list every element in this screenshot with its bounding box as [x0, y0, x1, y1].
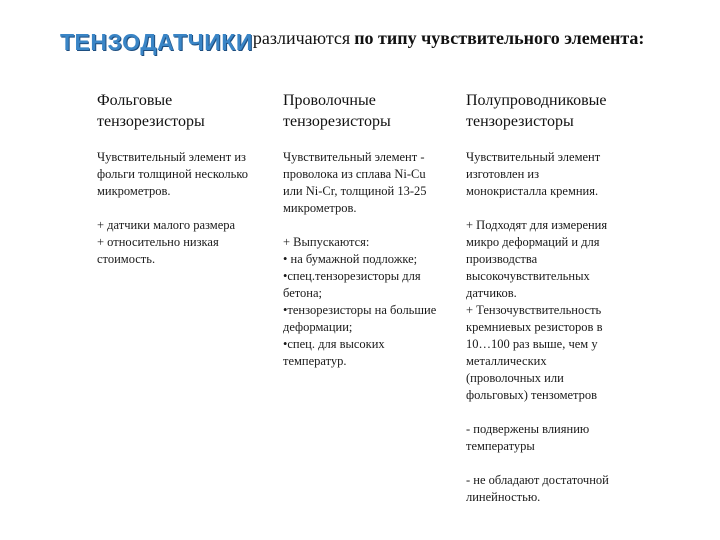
heading-line: Фольговые [97, 92, 173, 109]
text-line: микрометров. [283, 201, 357, 215]
advantages-cell [283, 234, 458, 370]
text-line: датчиков. [466, 286, 517, 300]
text-line: •тензорезисторы на большие [283, 303, 437, 317]
title-plain-text: различаются [252, 28, 351, 48]
description-cell [283, 149, 458, 217]
advantages-cell [466, 217, 651, 404]
column-heading [466, 90, 651, 132]
text-line: бетона; [283, 286, 323, 300]
text-line: металлических [466, 354, 547, 368]
text-line: Чувствительный элемент - [283, 150, 425, 164]
column-heading [283, 90, 458, 132]
column-heading [97, 90, 272, 132]
text-line: + относительно низкая [97, 235, 219, 249]
text-line: фольговых) тензометров [466, 388, 598, 402]
text-line: + Выпускаются: [283, 235, 370, 249]
text-line: кремниевых резисторов в [466, 320, 603, 334]
heading-line: тензорезисторы [466, 113, 574, 130]
text-line: •спец.тензорезисторы для [283, 269, 421, 283]
text-line: микро деформаций и для [466, 235, 600, 249]
text-line: • на бумажной подложке; [283, 252, 418, 266]
title-bold-text: по типу чувствительного элемента: [354, 28, 645, 48]
text-line: (проволочных или [466, 371, 564, 385]
column-foil [97, 90, 272, 268]
text-line: проволока из сплава Ni-Cu [283, 167, 426, 181]
heading-line: Полупроводниковые [466, 92, 607, 109]
heading-line: тензорезисторы [97, 113, 205, 130]
text-line: + Тензочувствительность [466, 303, 602, 317]
text-line: фольги толщиной несколько [97, 167, 249, 181]
text-line: 10…100 раз выше, чем у [466, 337, 598, 351]
description-cell [466, 149, 651, 200]
text-line: монокристалла кремния. [466, 184, 599, 198]
text-line: - не обладают достаточной [466, 473, 609, 487]
text-line: Чувствительный элемент [466, 150, 601, 164]
text-line: изготовлен из [466, 167, 540, 181]
description-cell [97, 149, 272, 200]
text-line: или Ni-Cr, толщиной 13-25 [283, 184, 427, 198]
disadvantage-cell [466, 421, 651, 455]
disadvantage-cell [466, 472, 651, 506]
text-line: микрометров. [97, 184, 171, 198]
heading-line: тензорезисторы [283, 113, 391, 130]
text-line: производства [466, 252, 538, 266]
text-line: температуры [466, 439, 535, 453]
title-keyword: ТЕНЗОДАТЧИКИ [60, 29, 253, 55]
text-line: температур. [283, 354, 347, 368]
text-line: высокочувствительных [466, 269, 590, 283]
text-line: деформации; [283, 320, 353, 334]
text-line: линейностью. [466, 490, 541, 504]
advantages-cell [97, 217, 272, 268]
column-wire [283, 90, 458, 370]
slide-title [60, 28, 644, 56]
column-semiconductor [466, 90, 651, 506]
text-line: стоимость. [97, 252, 156, 266]
text-line: + датчики малого размера [97, 218, 236, 232]
heading-line: Проволочные [283, 92, 376, 109]
text-line: - подвержены влиянию [466, 422, 590, 436]
text-line: Чувствительный элемент из [97, 150, 246, 164]
text-line: •спец. для высоких [283, 337, 385, 351]
text-line: + Подходят для измерения [466, 218, 608, 232]
